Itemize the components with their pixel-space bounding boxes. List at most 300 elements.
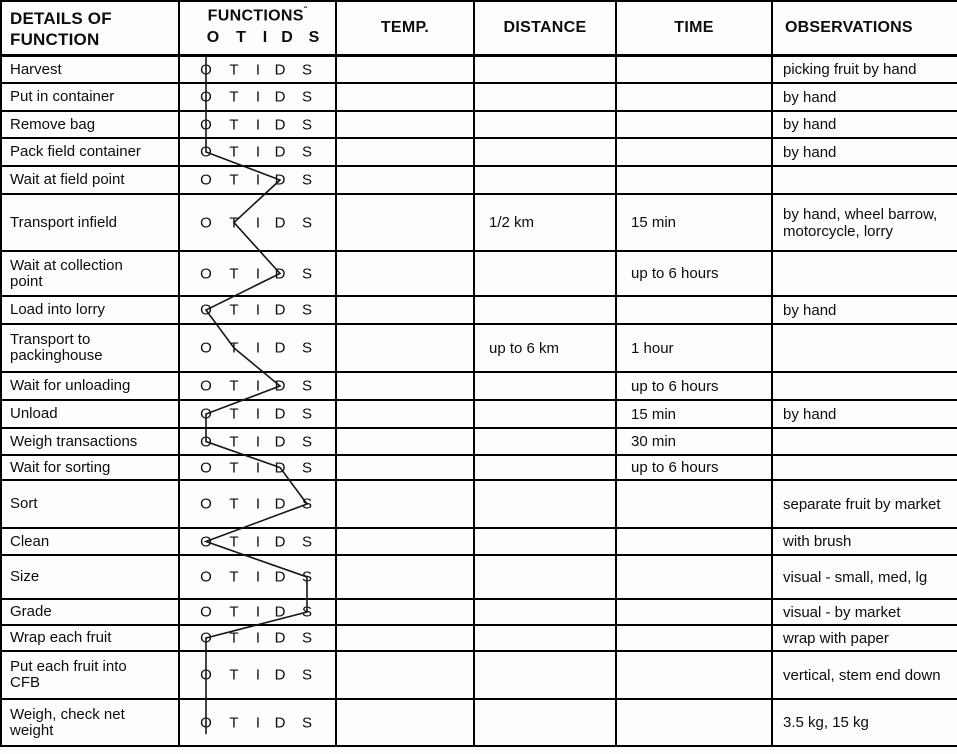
cell-distance [475, 167, 617, 195]
cell-time [617, 195, 773, 252]
header-temp [337, 2, 475, 57]
function-label: Weigh transactions [10, 432, 138, 450]
time-value: 30 min [631, 433, 677, 450]
function-letter-storage: S [301, 405, 312, 423]
function-letter-operation: O [200, 405, 212, 423]
function-label: Transport infield [10, 213, 117, 231]
cell-function-label [0, 195, 180, 252]
function-letter-inspection: I [255, 495, 261, 513]
function-letter-transport: T [229, 265, 239, 282]
cell-observations [773, 456, 957, 481]
function-letter-inspection: I [255, 171, 261, 189]
cell-time [617, 325, 773, 373]
function-letter-transport: T [229, 495, 239, 513]
table-row [0, 700, 957, 747]
time-value: 1 hour [631, 339, 674, 357]
function-letter-delay: D [274, 61, 286, 78]
time-value: up to 6 hours [631, 459, 719, 476]
function-letter-delay: D [274, 405, 286, 423]
header-time-label: TIME [674, 19, 714, 36]
function-letter-storage: S [301, 533, 312, 550]
header-observations [773, 2, 957, 57]
function-letter-inspection: I [255, 405, 261, 423]
function-letter-transport: T [229, 116, 239, 133]
cell-function-symbols [180, 57, 337, 84]
table-row [0, 167, 957, 195]
function-letter-storage: S [301, 666, 312, 684]
function-letter-delay: D [274, 171, 286, 189]
table-row [0, 481, 957, 529]
cell-function-label [0, 429, 180, 456]
observation-value: by hand [783, 301, 837, 319]
cell-distance [475, 195, 617, 252]
observation-value: visual - by market [783, 603, 901, 621]
cell-time [617, 297, 773, 325]
cell-distance [475, 429, 617, 456]
function-letter-storage: S [301, 495, 312, 513]
function-letter-operation: O [200, 265, 212, 282]
function-letter-storage: S [301, 339, 312, 357]
table-row [0, 57, 957, 84]
cell-function-label [0, 600, 180, 626]
cell-time [617, 700, 773, 747]
cell-observations [773, 481, 957, 529]
cell-distance [475, 556, 617, 600]
cell-observations [773, 325, 957, 373]
function-letter-inspection: I [255, 214, 261, 231]
cell-temp [337, 652, 475, 700]
function-letter-operation: O [200, 143, 212, 161]
cell-observations [773, 652, 957, 700]
function-letter-storage: S [301, 61, 312, 78]
function-label: Clean [10, 532, 50, 550]
cell-function-symbols [180, 481, 337, 529]
cell-distance [475, 84, 617, 112]
function-letter-inspection: I [255, 433, 261, 450]
cell-temp [337, 195, 475, 252]
function-letter-transport: T [229, 666, 239, 684]
cell-function-label [0, 84, 180, 112]
function-letter-inspection: I [255, 377, 261, 395]
table-row [0, 112, 957, 139]
function-label: Remove bag [10, 115, 96, 133]
table-row [0, 252, 957, 297]
cell-function-label [0, 325, 180, 373]
function-letter-transport: T [229, 568, 239, 586]
table-row [0, 325, 957, 373]
observation-value: by hand [783, 143, 837, 161]
cell-function-label [0, 456, 180, 481]
cell-function-label [0, 529, 180, 556]
cell-time [617, 139, 773, 167]
time-value: up to 6 hours [631, 377, 719, 395]
function-label: Put in container [10, 88, 115, 105]
cell-time [617, 600, 773, 626]
function-letter-delay: D [274, 433, 286, 450]
cell-observations [773, 401, 957, 429]
cell-function-label [0, 167, 180, 195]
table-row [0, 556, 957, 600]
cell-distance [475, 139, 617, 167]
cell-observations [773, 252, 957, 297]
cell-function-label [0, 252, 180, 297]
function-letter-inspection: I [255, 301, 261, 319]
function-label: Wait for unloading [10, 377, 131, 394]
cell-temp [337, 373, 475, 401]
cell-time [617, 429, 773, 456]
function-letter-delay: D [274, 495, 286, 513]
function-letter-operation: O [200, 377, 212, 395]
observation-value: visual - small, med, lg [783, 568, 928, 586]
table-row [0, 373, 957, 401]
cell-distance [475, 252, 617, 297]
function-letter-storage: S [301, 629, 312, 647]
cell-time [617, 373, 773, 401]
function-letter-operation: O [200, 88, 212, 106]
function-letter-delay: D [274, 568, 286, 586]
cell-temp [337, 297, 475, 325]
cell-function-label [0, 139, 180, 167]
header-details-label: DETAILS OF FUNCTION [10, 9, 112, 49]
table-row [0, 297, 957, 325]
cell-temp [337, 84, 475, 112]
function-letter-transport: T [229, 88, 239, 106]
function-letter-inspection: I [255, 459, 261, 476]
cell-time [617, 84, 773, 112]
cell-time [617, 167, 773, 195]
cell-function-symbols [180, 429, 337, 456]
header-functions-title [180, 6, 335, 25]
time-value: 15 min [631, 214, 677, 231]
function-letter-storage: S [301, 265, 312, 282]
cell-distance [475, 297, 617, 325]
function-letter-operation: O [200, 714, 212, 731]
cell-function-label [0, 700, 180, 747]
function-letter-delay: D [274, 143, 286, 161]
function-letter-operation: O [200, 339, 212, 357]
function-letter-inspection: I [255, 88, 261, 106]
cell-temp [337, 700, 475, 747]
function-letter-inspection: I [255, 629, 261, 647]
observation-value: separate fruit by market [783, 495, 941, 513]
cell-function-symbols [180, 626, 337, 652]
function-letter-operation: O [200, 459, 212, 476]
function-letter-operation: O [200, 533, 212, 550]
header-observations-label: OBSERVATIONS [785, 19, 913, 36]
cell-function-label [0, 626, 180, 652]
header-letter-inspection: I [262, 29, 268, 47]
cell-time [617, 252, 773, 297]
function-letter-delay: D [274, 459, 286, 476]
cell-temp [337, 626, 475, 652]
observation-value: picking fruit by hand [783, 61, 917, 78]
cell-function-symbols [180, 556, 337, 600]
cell-function-symbols [180, 195, 337, 252]
function-letter-delay: D [274, 265, 286, 282]
cell-observations [773, 600, 957, 626]
function-label: Wrap each fruit [10, 629, 112, 646]
function-label: Pack field container [10, 143, 141, 160]
cell-function-symbols [180, 401, 337, 429]
cell-temp [337, 456, 475, 481]
cell-observations [773, 195, 957, 252]
function-letter-inspection: I [255, 603, 261, 621]
time-value: up to 6 hours [631, 265, 719, 282]
function-label: Weigh, check net weight [10, 705, 125, 739]
table-header-row [0, 2, 957, 57]
cell-function-symbols [180, 252, 337, 297]
header-letter-storage: S [308, 29, 320, 47]
function-label: Size [10, 568, 40, 585]
observation-value: with brush [783, 533, 852, 550]
function-letter-storage: S [301, 433, 312, 450]
observation-value: vertical, stem end down [783, 666, 941, 684]
cell-observations [773, 429, 957, 456]
function-letter-operation: O [200, 301, 212, 319]
function-letter-storage: S [301, 568, 312, 586]
cell-time [617, 556, 773, 600]
observation-value: by hand, wheel barrow, motorcycle, lorry [783, 205, 938, 240]
function-letter-delay: D [274, 714, 286, 731]
cell-temp [337, 481, 475, 529]
cell-temp [337, 600, 475, 626]
function-letter-transport: T [229, 433, 239, 450]
function-label: Wait at collection point [10, 256, 123, 290]
function-letter-delay: D [274, 666, 286, 684]
cell-observations [773, 700, 957, 747]
header-functions-label: FUNCTIONS [207, 7, 304, 25]
function-letter-inspection: I [255, 143, 261, 161]
observation-value: wrap with paper [783, 629, 889, 647]
cell-time [617, 112, 773, 139]
header-distance [475, 2, 617, 57]
function-label: Load into lorry [10, 301, 106, 318]
cell-temp [337, 112, 475, 139]
cell-function-symbols [180, 700, 337, 747]
cell-temp [337, 57, 475, 84]
cell-temp [337, 401, 475, 429]
function-label: Unload [10, 405, 58, 422]
cell-time [617, 481, 773, 529]
function-letter-inspection: I [255, 568, 261, 586]
cell-temp [337, 556, 475, 600]
cell-temp [337, 429, 475, 456]
function-letter-transport: T [229, 629, 239, 647]
function-letter-delay: D [274, 629, 286, 647]
cell-distance [475, 325, 617, 373]
function-letter-delay: D [274, 301, 286, 319]
header-distance-label: DISTANCE [503, 19, 587, 36]
cell-function-symbols [180, 600, 337, 626]
cell-function-symbols [180, 112, 337, 139]
cell-distance [475, 373, 617, 401]
cell-temp [337, 139, 475, 167]
observation-value: 3.5 kg, 15 kg [783, 714, 869, 731]
table-row [0, 84, 957, 112]
function-letter-inspection: I [255, 714, 261, 731]
function-letter-transport: T [229, 171, 239, 189]
cell-observations [773, 529, 957, 556]
cell-observations [773, 556, 957, 600]
function-letter-transport: T [229, 459, 239, 476]
function-letter-operation: O [200, 214, 212, 231]
function-label: Wait for sorting [10, 458, 111, 476]
cell-function-symbols [180, 167, 337, 195]
header-letter-transport: T [236, 29, 246, 47]
distance-value: 1/2 km [489, 214, 535, 231]
cell-distance [475, 700, 617, 747]
function-letter-delay: D [274, 603, 286, 621]
cell-function-symbols [180, 325, 337, 373]
function-letter-transport: T [229, 405, 239, 423]
cell-function-label [0, 112, 180, 139]
function-letter-transport: T [229, 377, 239, 395]
function-label: Transport to packinghouse [10, 331, 103, 364]
cell-observations [773, 373, 957, 401]
cell-function-symbols [180, 529, 337, 556]
cell-observations [773, 167, 957, 195]
table-row [0, 456, 957, 481]
cell-temp [337, 167, 475, 195]
cell-temp [337, 529, 475, 556]
header-details-of-function [0, 2, 180, 57]
function-letter-operation: O [200, 433, 212, 450]
table-row [0, 139, 957, 167]
function-letter-storage: S [301, 88, 312, 106]
function-letter-transport: T [229, 714, 239, 731]
table-row [0, 429, 957, 456]
cell-function-symbols [180, 139, 337, 167]
observation-value: by hand [783, 88, 837, 106]
time-value: 15 min [631, 405, 677, 423]
cell-time [617, 652, 773, 700]
function-letter-inspection: I [255, 116, 261, 133]
function-letter-delay: D [274, 116, 286, 133]
cell-time [617, 57, 773, 84]
function-label: Put each fruit into CFB [10, 658, 127, 691]
cell-function-label [0, 401, 180, 429]
function-letter-inspection: I [255, 533, 261, 550]
cell-observations [773, 84, 957, 112]
cell-distance [475, 652, 617, 700]
table-row [0, 652, 957, 700]
header-temp-label: TEMP. [380, 19, 430, 36]
function-letter-delay: D [274, 214, 286, 231]
header-functions [180, 2, 337, 57]
function-letter-storage: S [301, 301, 312, 319]
table-row [0, 626, 957, 652]
cell-time [617, 626, 773, 652]
function-letter-operation: O [200, 568, 212, 586]
cell-distance [475, 112, 617, 139]
header-time [617, 2, 773, 57]
cell-observations [773, 139, 957, 167]
function-letter-storage: S [301, 377, 312, 395]
function-letter-inspection: I [255, 339, 261, 357]
header-functions-footnote-mark: ˆ [303, 6, 308, 17]
cell-time [617, 456, 773, 481]
function-letter-storage: S [301, 714, 312, 731]
table-row [0, 401, 957, 429]
cell-function-label [0, 373, 180, 401]
cell-temp [337, 252, 475, 297]
header-letter-delay: D [281, 29, 293, 47]
function-letter-transport: T [229, 61, 239, 78]
function-letter-operation: O [200, 171, 212, 189]
function-letter-delay: D [274, 88, 286, 106]
function-letter-storage: S [301, 214, 312, 231]
cell-distance [475, 401, 617, 429]
table-row [0, 529, 957, 556]
function-letter-inspection: I [255, 61, 261, 78]
observation-value: by hand [783, 405, 837, 423]
function-label: Grade [10, 603, 52, 620]
table-body [0, 57, 957, 747]
function-label: Sort [10, 495, 38, 512]
distance-value: up to 6 km [489, 339, 560, 357]
header-letter-operation: O [206, 29, 220, 47]
function-letter-storage: S [301, 171, 312, 189]
function-letter-operation: O [200, 629, 212, 647]
function-letter-transport: T [229, 603, 239, 621]
cell-function-label [0, 297, 180, 325]
function-letter-delay: D [274, 533, 286, 550]
function-label: Wait at field point [10, 171, 125, 188]
function-letter-storage: S [301, 459, 312, 476]
cell-distance [475, 626, 617, 652]
cell-function-label [0, 556, 180, 600]
observation-value: by hand [783, 116, 837, 133]
function-letter-transport: T [229, 533, 239, 550]
cell-time [617, 529, 773, 556]
function-label: Harvest [10, 60, 62, 78]
cell-distance [475, 529, 617, 556]
function-letter-operation: O [200, 61, 212, 78]
cell-function-symbols [180, 373, 337, 401]
header-function-letters [187, 28, 342, 52]
cell-observations [773, 112, 957, 139]
function-letter-operation: O [200, 116, 212, 133]
cell-temp [337, 325, 475, 373]
function-letter-delay: D [274, 339, 286, 357]
cell-distance [475, 456, 617, 481]
function-letter-transport: T [229, 214, 239, 231]
function-letter-delay: D [274, 377, 286, 395]
function-letter-operation: O [200, 666, 212, 684]
cell-function-symbols [180, 84, 337, 112]
cell-function-label [0, 57, 180, 84]
cell-distance [475, 481, 617, 529]
function-letter-storage: S [301, 116, 312, 133]
function-letter-transport: T [229, 143, 239, 161]
cell-observations [773, 626, 957, 652]
table-row [0, 195, 957, 252]
cell-observations [773, 57, 957, 84]
cell-function-symbols [180, 456, 337, 481]
function-letter-inspection: I [255, 265, 261, 282]
cell-function-symbols [180, 297, 337, 325]
function-letter-operation: O [200, 603, 212, 621]
function-letter-storage: S [301, 603, 312, 621]
function-letter-storage: S [301, 143, 312, 161]
cell-function-symbols [180, 652, 337, 700]
function-letter-operation: O [200, 495, 212, 513]
cell-distance [475, 600, 617, 626]
cell-distance [475, 57, 617, 84]
cell-function-label [0, 652, 180, 700]
function-letter-inspection: I [255, 666, 261, 684]
cell-function-label [0, 481, 180, 529]
